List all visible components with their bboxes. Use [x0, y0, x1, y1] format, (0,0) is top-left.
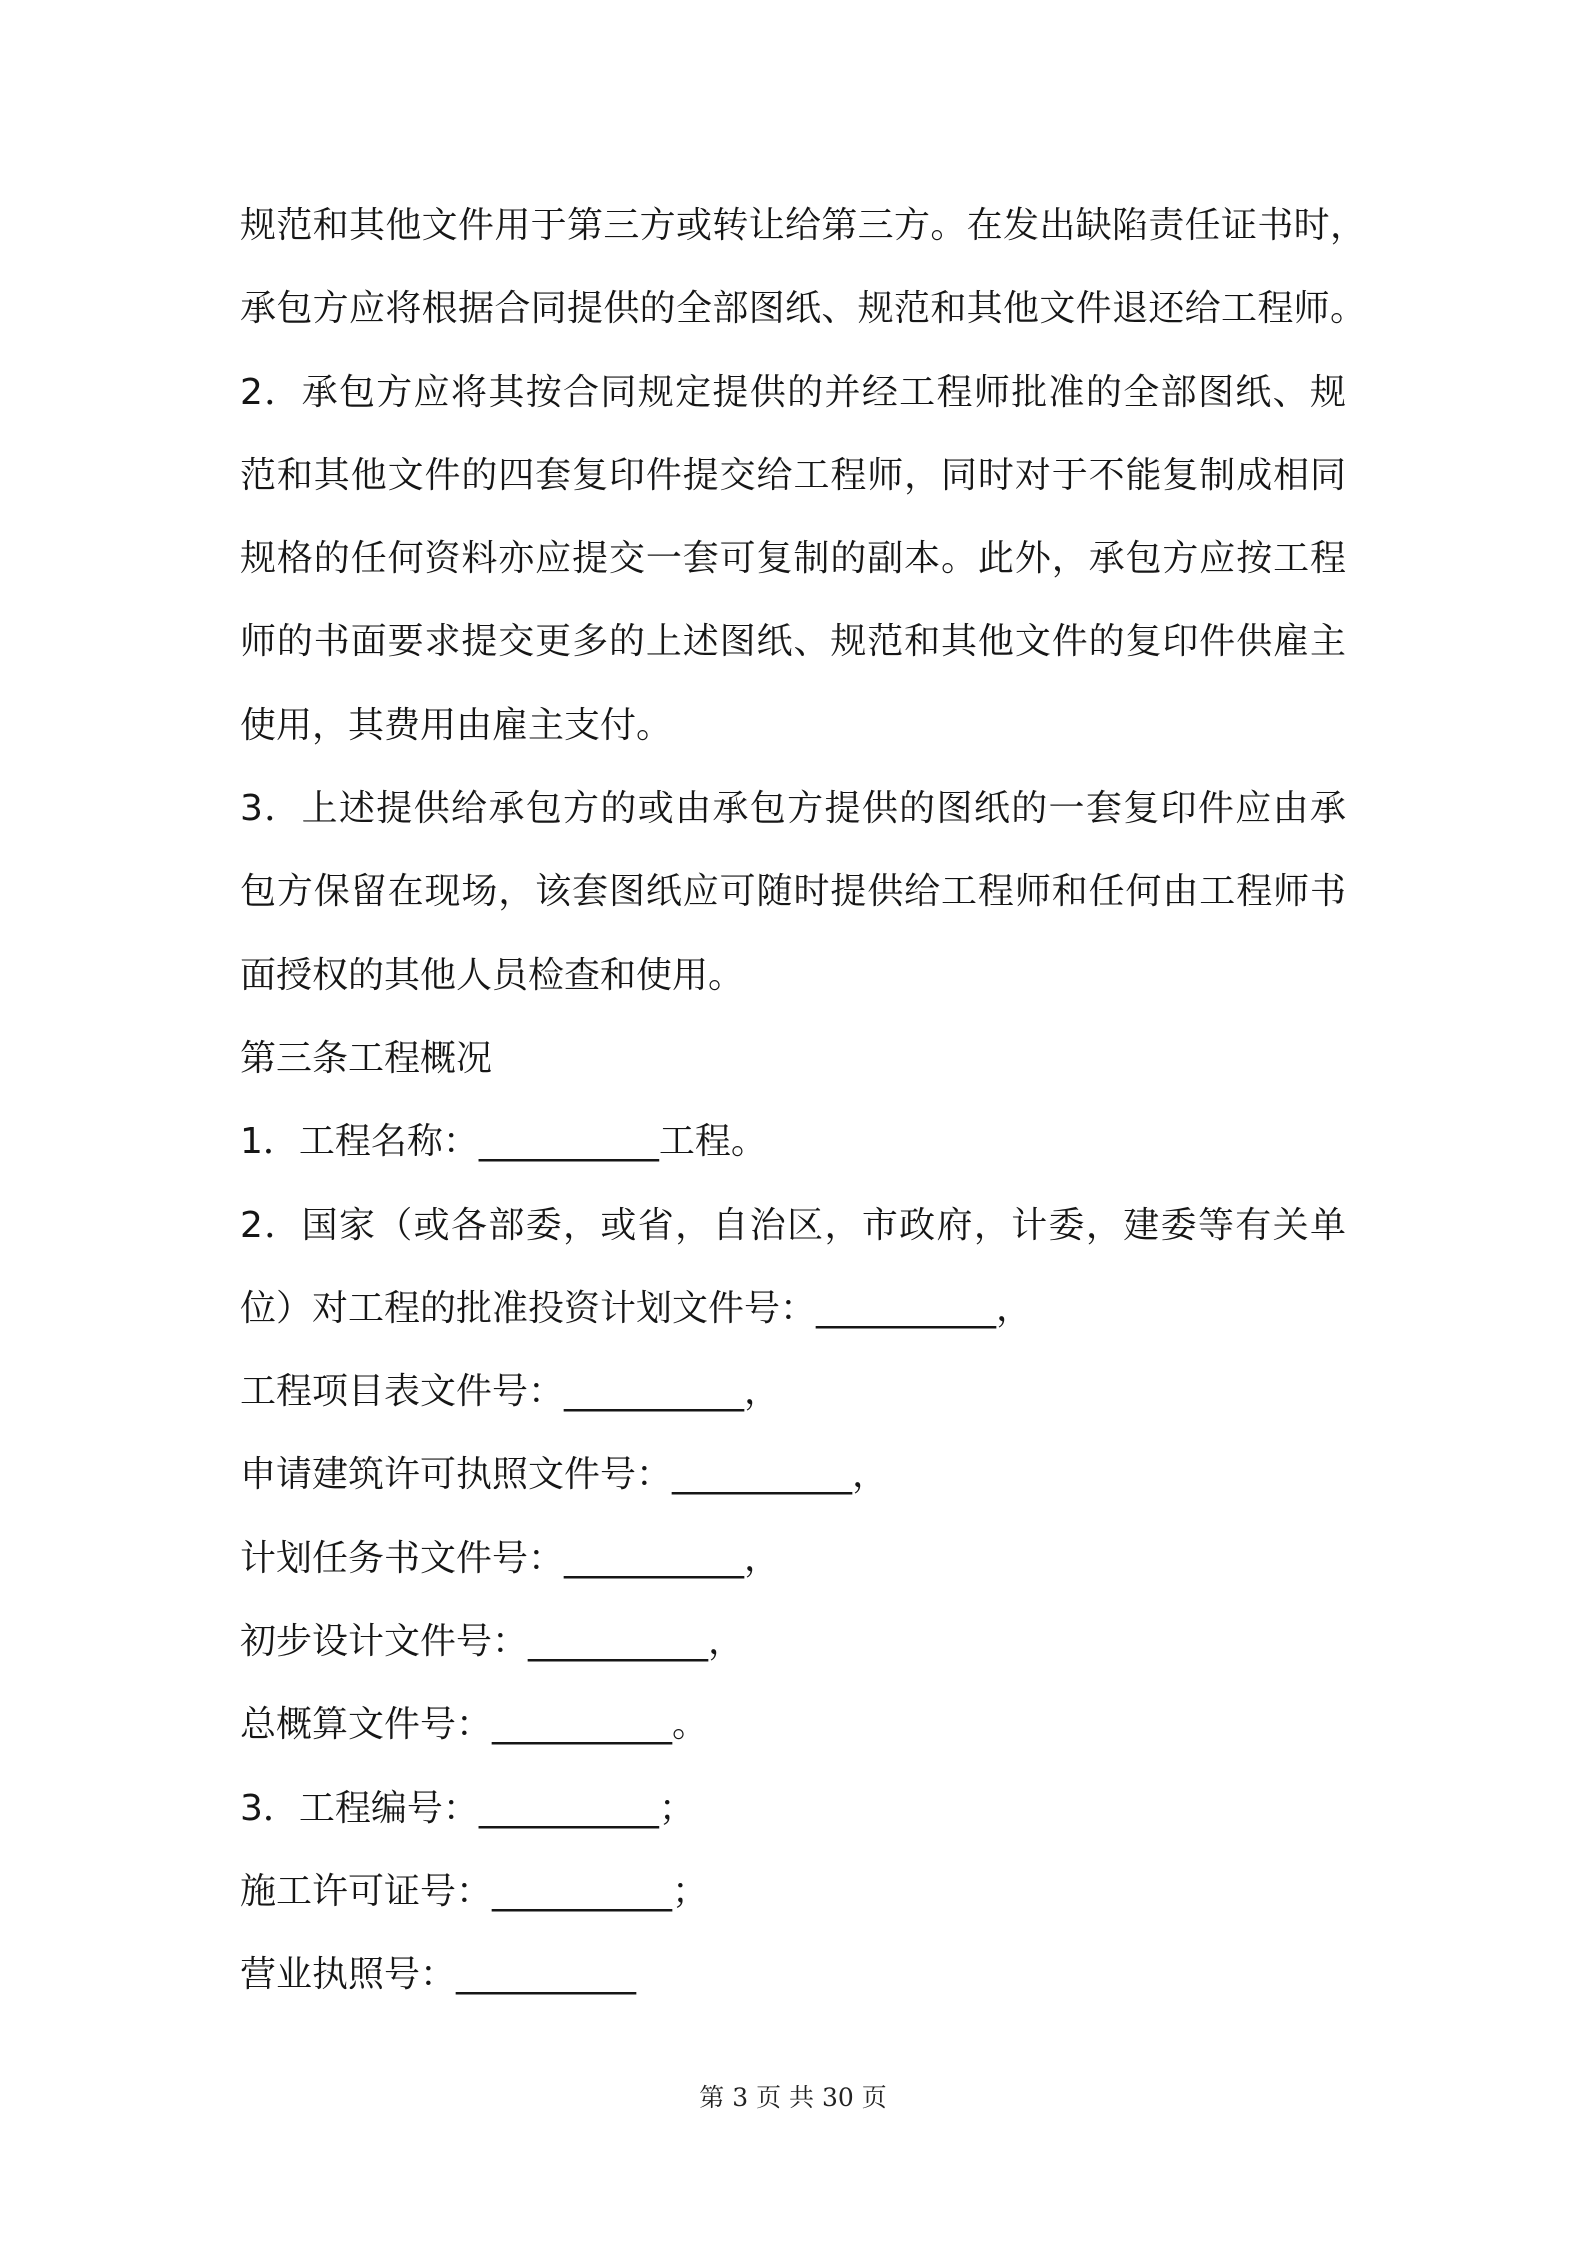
section-item: [240, 1100, 1380, 1183]
section-item: [240, 1350, 1380, 1433]
text-line: 施工许可证号：__________；: [240, 1870, 709, 1912]
section-item: [240, 1683, 1380, 1766]
text-line: 2．国家（或各部委，或省，自治区，市政府，计委，建委等有关单: [240, 1204, 1346, 1246]
text-line: 面授权的其他人员检查和使用。: [240, 954, 745, 996]
section-item: [240, 1767, 1380, 1850]
text-line: 计划任务书文件号：__________，: [240, 1537, 781, 1579]
paragraph: [240, 184, 1380, 351]
section-item: [240, 1600, 1380, 1683]
text-line: 总概算文件号：__________。: [240, 1704, 709, 1746]
text-line: 3．工程编号：__________；: [240, 1787, 695, 1829]
text-line: 1．工程名称：__________工程。: [240, 1121, 767, 1163]
text-line: 承包方应将根据合同提供的全部图纸、规范和其他文件退还给工程师。: [240, 288, 1366, 330]
text-line: 师的书面要求提交更多的上述图纸、规范和其他文件的复印件供雇主: [240, 621, 1346, 663]
text-line: 规格的任何资料亦应提交一套可复制的副本。此外，承包方应按工程: [240, 538, 1346, 580]
text-line: 位）对工程的批准投资计划文件号：__________，: [240, 1287, 1033, 1329]
text-line: 2．承包方应将其按合同规定提供的并经工程师批准的全部图纸、规: [240, 371, 1346, 413]
page-body: [240, 184, 1380, 2017]
section-heading: 第三条工程概况: [240, 1037, 493, 1079]
section-item: [240, 1933, 1380, 2016]
page-number: 第 3 页 共 30 页: [699, 2083, 887, 2112]
text-line: 营业执照号：__________: [240, 1954, 637, 1996]
paragraph: [240, 351, 1380, 767]
text-line: 使用，其费用由雇主支付。: [240, 704, 673, 746]
paragraph: [240, 767, 1380, 1017]
section-item: [240, 1184, 1380, 1351]
section-item: [240, 1850, 1380, 1933]
text-line: 规范和其他文件用于第三方或转让给第三方。在发出缺陷责任证书时，: [240, 205, 1366, 246]
text-line: 工程项目表文件号：__________，: [240, 1371, 781, 1413]
text-line: 范和其他文件的四套复印件提交给工程师，同时对于不能复制成相同: [240, 454, 1346, 496]
text-line: 包方保留在现场，该套图纸应可随时提供给工程师和任何由工程师书: [240, 871, 1346, 913]
text-line: 初步设计文件号：__________，: [240, 1621, 745, 1663]
text-line: 申请建筑许可执照文件号：__________，: [240, 1454, 889, 1496]
section-item: [240, 1433, 1380, 1516]
section-item: [240, 1517, 1380, 1600]
text-line: 3．上述提供给承包方的或由承包方提供的图纸的一套复印件应由承: [240, 788, 1346, 830]
